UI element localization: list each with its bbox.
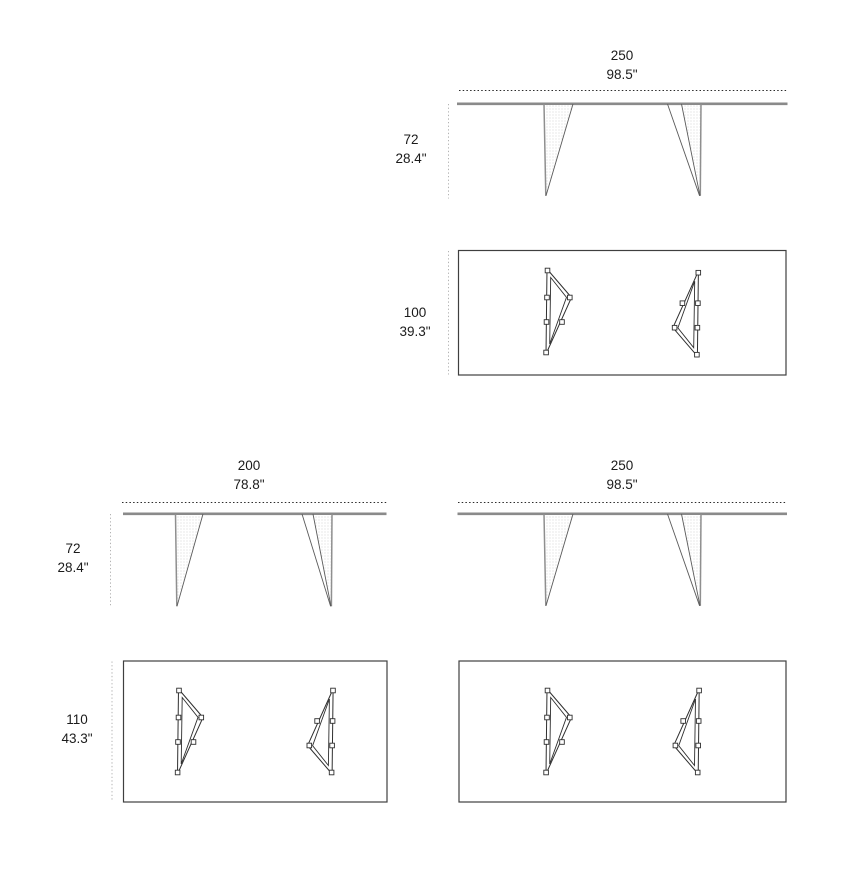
height-cm: 72: [403, 132, 419, 147]
depth-dimension-label-top-table: [399, 303, 430, 341]
right-leg-plan: [307, 688, 335, 775]
depth-inches: 43.3": [61, 731, 93, 746]
height-dimension-label-top-table: [395, 130, 426, 168]
right-leg: [668, 104, 702, 196]
width-inches: 78.8": [233, 477, 265, 492]
left-leg: [544, 104, 573, 196]
tabletop-outline: [459, 251, 787, 376]
tabletop-outline: [459, 661, 786, 802]
width-inches: 98.5": [606, 67, 638, 82]
front-view-right-table: [458, 503, 788, 606]
width-dimension-label-left-table: [233, 456, 264, 494]
left-leg-plan: [544, 688, 572, 775]
width-cm: 250: [610, 48, 634, 63]
right-leg-plan: [672, 270, 700, 357]
plan-view-right-table: [459, 661, 786, 802]
plan-view-top-table: [449, 251, 787, 376]
width-cm: 200: [237, 458, 261, 473]
front-view-top-table: [449, 91, 788, 199]
plan-view-left-table: [112, 661, 387, 802]
height-cm: 72: [65, 541, 81, 556]
height-inches: 28.4": [57, 560, 89, 575]
depth-inches: 39.3": [399, 324, 431, 339]
depth-cm: 110: [66, 712, 88, 727]
width-cm: 250: [610, 458, 634, 473]
height-dimension-label-left-table: [57, 539, 88, 577]
height-inches: 28.4": [395, 151, 427, 166]
right-leg: [668, 514, 702, 606]
right-leg: [302, 514, 332, 606]
depth-cm: 100: [403, 305, 427, 320]
right-leg-plan: [673, 688, 701, 775]
width-inches: 98.5": [606, 477, 638, 492]
left-leg: [176, 514, 204, 606]
width-dimension-label-top-table: [606, 46, 637, 84]
left-leg-plan: [175, 688, 203, 775]
tabletop-outline: [124, 661, 388, 802]
depth-dimension-label-left-table: [61, 710, 92, 748]
left-leg: [544, 514, 573, 606]
front-view-left-table: [111, 503, 388, 608]
width-dimension-label-right-table: [606, 456, 637, 494]
left-leg-plan: [544, 268, 572, 355]
